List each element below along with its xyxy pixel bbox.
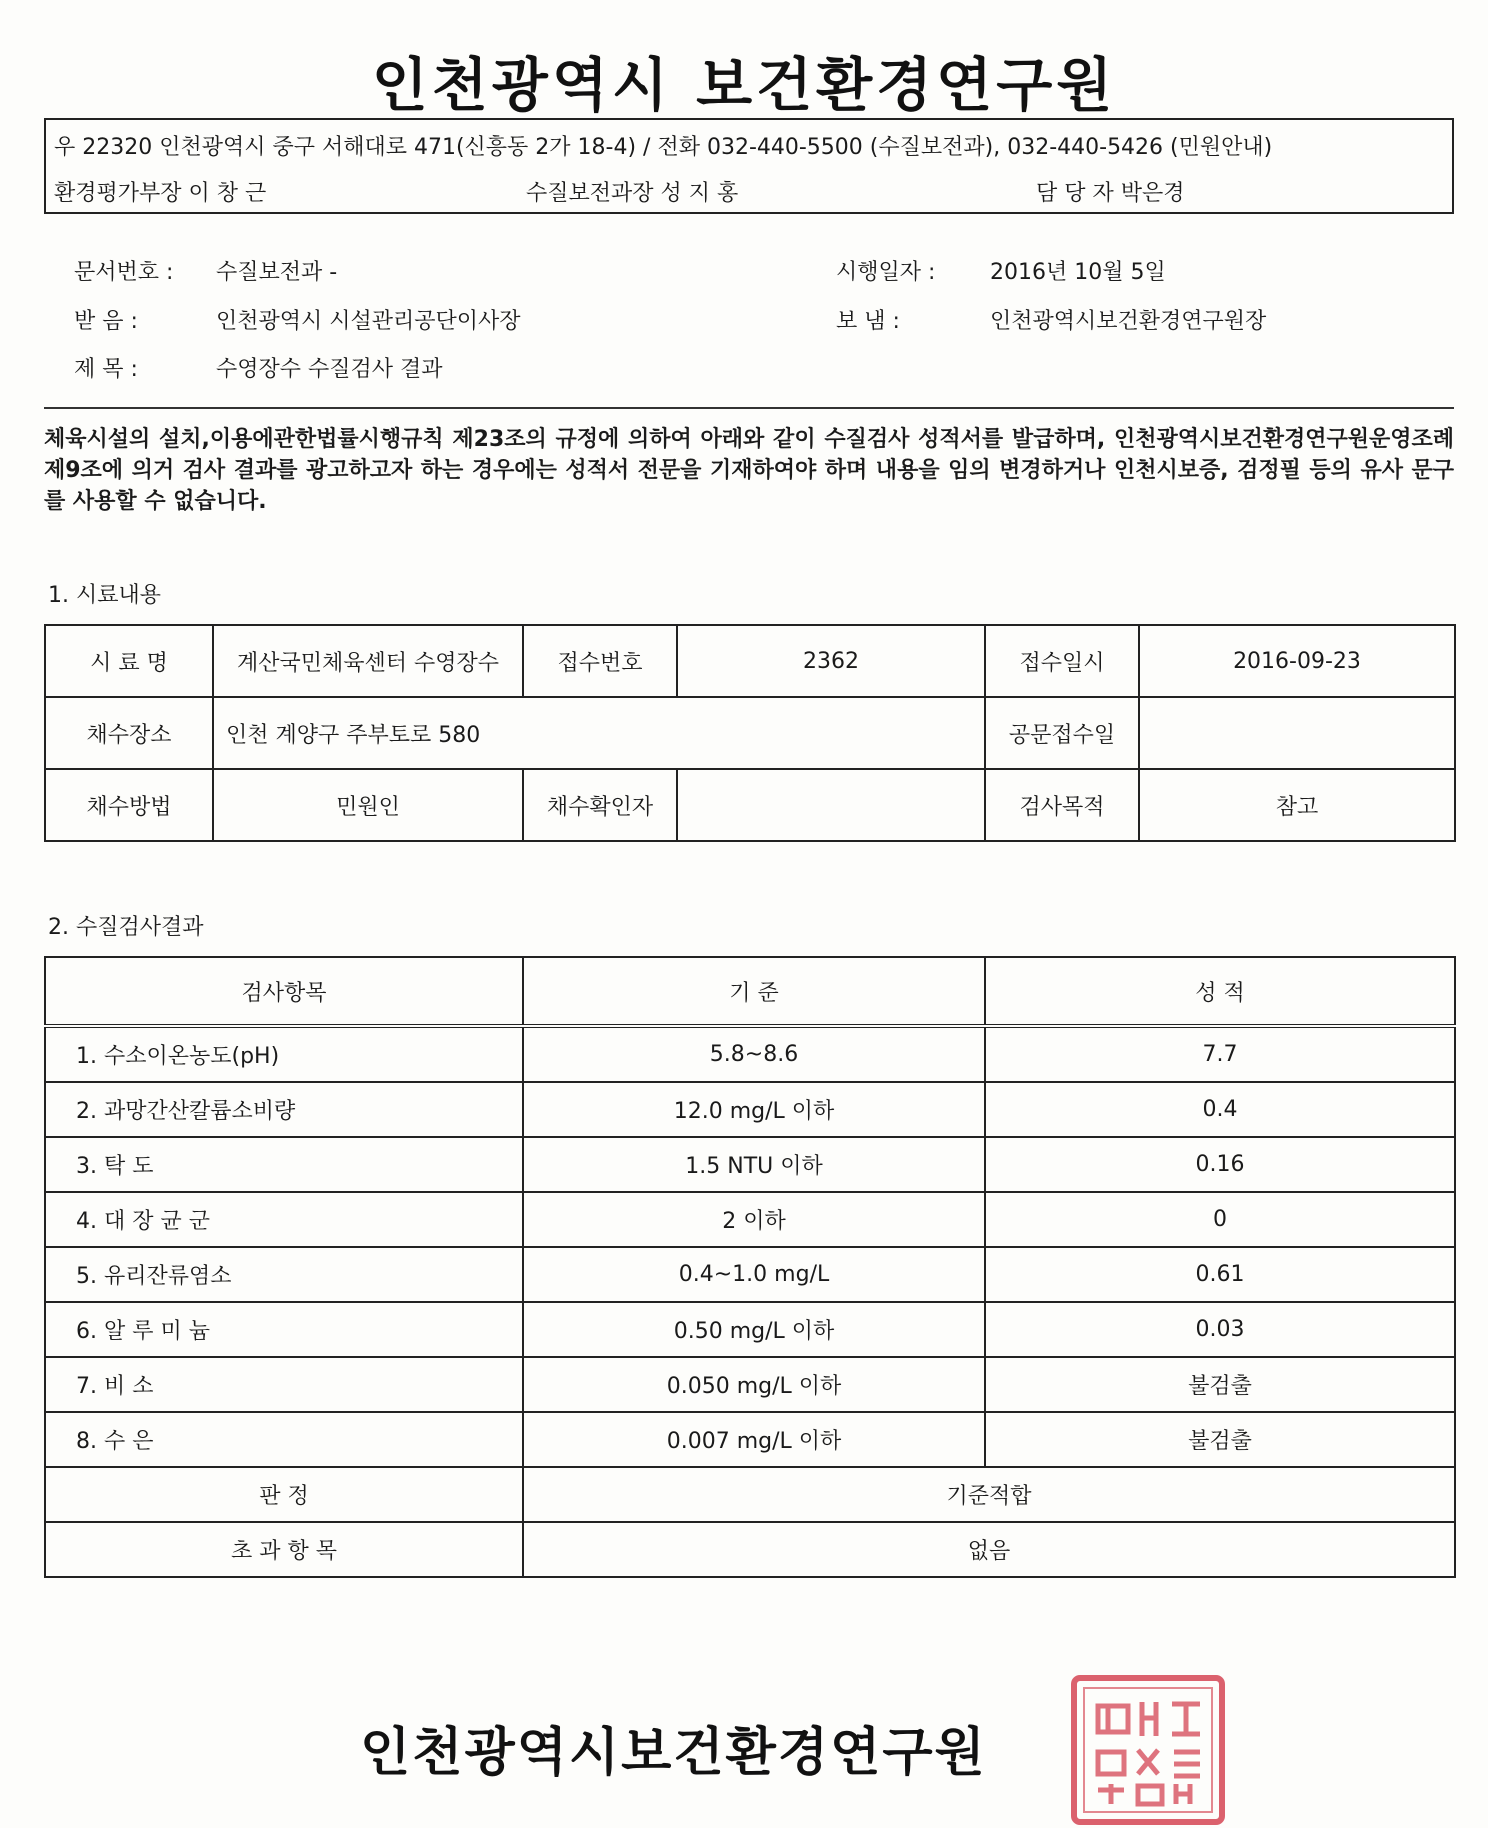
result-cell: 0.03 bbox=[985, 1302, 1455, 1357]
exceed-label: 초 과 항 목 bbox=[45, 1522, 523, 1577]
receipt-no-value: 2362 bbox=[677, 625, 985, 697]
verdict-label: 판 정 bbox=[45, 1467, 523, 1522]
table-row bbox=[45, 1302, 1455, 1357]
table-row bbox=[45, 1137, 1455, 1192]
result-cell: 0.4 bbox=[985, 1082, 1455, 1137]
standard-cell: 5.8~8.6 bbox=[523, 1026, 985, 1082]
receipt-no-label: 접수번호 bbox=[523, 625, 677, 697]
table-row bbox=[45, 1247, 1455, 1302]
exceed-value: 없음 bbox=[523, 1522, 1455, 1577]
sample-section-title: 1. 시료내용 bbox=[48, 583, 161, 608]
result-cell: 불검출 bbox=[985, 1357, 1455, 1412]
item-cell: 4. 대 장 균 군 bbox=[45, 1192, 523, 1247]
sender-value: 인천광역시보건환경연구원장 bbox=[990, 309, 1267, 334]
method-label: 채수방법 bbox=[45, 769, 213, 841]
official-seal-icon bbox=[1068, 1672, 1228, 1828]
doc-no-label: 문서번호 : bbox=[74, 260, 174, 285]
results-section-title: 2. 수질검사결과 bbox=[48, 915, 204, 940]
receipt-date-value: 2016-09-23 bbox=[1139, 625, 1455, 697]
recipient-value: 인천광역시 시설관리공단이사장 bbox=[216, 309, 521, 334]
item-cell: 7. 비 소 bbox=[45, 1357, 523, 1412]
date-value: 2016년 10월 5일 bbox=[990, 260, 1166, 285]
page-title: 인천광역시 보건환경연구원 bbox=[371, 51, 1117, 119]
officer: 담 당 자 박은경 bbox=[1036, 181, 1185, 206]
standard-cell: 0.007 mg/L 이하 bbox=[523, 1412, 985, 1467]
standard-cell: 12.0 mg/L 이하 bbox=[523, 1082, 985, 1137]
verdict-value: 기준적합 bbox=[523, 1467, 1455, 1522]
subject-label: 제 목 : bbox=[74, 357, 138, 382]
item-cell: 3. 탁 도 bbox=[45, 1137, 523, 1192]
location-value: 인천 계양구 주부토로 580 bbox=[213, 697, 985, 769]
notice-paragraph: 체육시설의 설치,이용에관한법률시행규칙 제23조의 규정에 의하여 아래와 같이 수질검사 성적서를 발급하며, 인천광역시보건환경연구원운영조례 제9조에 의거 검사 결과를 광고하고자 하는 경우에는 성적서 전문을 기재하여야 하며 내용을 임의 변경하거나 인천시보증, 검정필 등의 유사 문구를 사용할 수 없습니다. bbox=[44, 427, 1454, 514]
official-receipt-label: 공문접수일 bbox=[985, 697, 1139, 769]
table-row bbox=[45, 1357, 1455, 1412]
result-cell: 불검출 bbox=[985, 1412, 1455, 1467]
contact-box bbox=[44, 118, 1454, 214]
table-row bbox=[45, 1192, 1455, 1247]
doc-no-value: 수질보전과 - bbox=[216, 260, 338, 285]
result-cell: 0.61 bbox=[985, 1247, 1455, 1302]
footer-org-name: 인천광역시보건환경연구원 bbox=[360, 1723, 987, 1783]
table-header-row bbox=[45, 957, 1455, 1026]
item-cell: 2. 과망간산칼륨소비량 bbox=[45, 1082, 523, 1137]
results-table bbox=[44, 956, 1456, 1578]
date-label: 시행일자 : bbox=[836, 260, 936, 285]
confirmer-value bbox=[677, 769, 985, 841]
purpose-value: 참고 bbox=[1139, 769, 1455, 841]
sample-name-label: 시 료 명 bbox=[45, 625, 213, 697]
result-cell: 0.16 bbox=[985, 1137, 1455, 1192]
method-value: 민원인 bbox=[213, 769, 523, 841]
section-head: 수질보전과장 성 지 홍 bbox=[526, 181, 739, 206]
table-row bbox=[45, 769, 1455, 841]
standard-cell: 0.50 mg/L 이하 bbox=[523, 1302, 985, 1357]
verdict-row bbox=[45, 1467, 1455, 1522]
official-receipt-value bbox=[1139, 697, 1455, 769]
dept-head: 환경평가부장 이 창 근 bbox=[54, 181, 267, 206]
purpose-label: 검사목적 bbox=[985, 769, 1139, 841]
result-cell: 0 bbox=[985, 1192, 1455, 1247]
table-row bbox=[45, 697, 1455, 769]
sample-name-value: 계산국민체육센터 수영장수 bbox=[213, 625, 523, 697]
table-row bbox=[45, 625, 1455, 697]
item-cell: 1. 수소이온농도(pH) bbox=[45, 1026, 523, 1082]
standard-cell: 0.4~1.0 mg/L bbox=[523, 1247, 985, 1302]
col-result-header: 성 적 bbox=[985, 957, 1455, 1026]
col-item-header: 검사항목 bbox=[45, 957, 523, 1026]
item-cell: 6. 알 루 미 늄 bbox=[45, 1302, 523, 1357]
location-label: 채수장소 bbox=[45, 697, 213, 769]
table-row bbox=[45, 1082, 1455, 1137]
item-cell: 5. 유리잔류염소 bbox=[45, 1247, 523, 1302]
result-cell: 7.7 bbox=[985, 1026, 1455, 1082]
standard-cell: 1.5 NTU 이하 bbox=[523, 1137, 985, 1192]
confirmer-label: 채수확인자 bbox=[523, 769, 677, 841]
standard-cell: 0.050 mg/L 이하 bbox=[523, 1357, 985, 1412]
exceed-row bbox=[45, 1522, 1455, 1577]
sender-label: 보 냄 : bbox=[836, 309, 900, 334]
table-row bbox=[45, 1026, 1455, 1082]
standard-cell: 2 이하 bbox=[523, 1192, 985, 1247]
col-standard-header: 기 준 bbox=[523, 957, 985, 1026]
receipt-date-label: 접수일시 bbox=[985, 625, 1139, 697]
subject-value: 수영장수 수질검사 결과 bbox=[216, 357, 443, 382]
item-cell: 8. 수 은 bbox=[45, 1412, 523, 1467]
table-row bbox=[45, 1412, 1455, 1467]
recipient-label: 받 음 : bbox=[74, 309, 138, 334]
divider bbox=[44, 407, 1454, 409]
sample-table bbox=[44, 624, 1456, 842]
address-line: 우 22320 인천광역시 중구 서해대로 471(신흥동 2가 18-4) / 전화 032-440-5500 (수질보전과), 032-440-5426 (민원안내) bbox=[54, 135, 1273, 160]
